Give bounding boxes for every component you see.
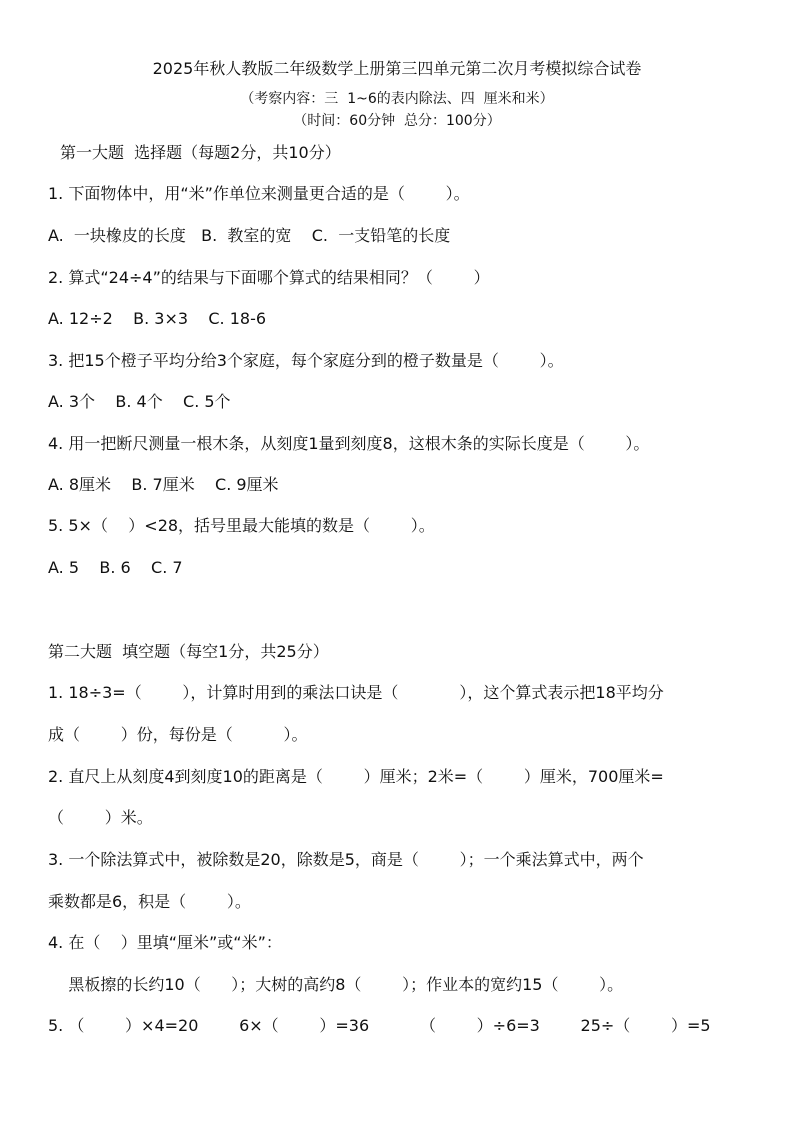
question-stem: 1. 下面物体中，用“米”作单位来测量更合适的是（ ）。 [48, 184, 470, 203]
fill-line: 乘数都是6，积是（ ）。 [48, 892, 251, 911]
section2-heading: 第二大题 填空题（每空1分，共25分） [48, 642, 329, 661]
question-options: A. 一块橡皮的长度 B. 教室的宽 C. 一支铅笔的长度 [48, 226, 451, 245]
fill-line: 1. 18÷3=（ ），计算时用到的乘法口诀是（ ），这个算式表示把18平均分 [48, 683, 664, 702]
exam-time-score: （时间：60分钟 总分：100分） [293, 113, 501, 129]
question-stem: 3. 把15个橙子平均分给3个家庭，每个家庭分到的橙子数量是（ ）。 [48, 351, 564, 370]
exam-scope: （考察内容：三 1~6的表内除法、四 厘米和米） [240, 91, 554, 107]
fill-line: 4. 在（ ）里填“厘米”或“米”： [48, 933, 282, 952]
fill-line: 成（ ）份，每份是（ ）。 [48, 725, 308, 744]
fill-line: 2. 直尺上从刻度4到刻度10的距离是（ ）厘米；2米=（ ）厘米，700厘米= [48, 767, 664, 786]
question-options: A. 8厘米 B. 7厘米 C. 9厘米 [48, 475, 279, 494]
question-options: A. 3个 B. 4个 C. 5个 [48, 392, 231, 411]
question-stem: 2. 算式“24÷4”的结果与下面哪个算式的结果相同？（ ） [48, 268, 490, 287]
question-stem: 5. 5×（ ）<28，括号里最大能填的数是（ ）。 [48, 516, 435, 535]
question-options: A. 12÷2 B. 3×3 C. 18-6 [48, 309, 267, 328]
fill-line: 3. 一个除法算式中，被除数是20，除数是5，商是（ ）；一个乘法算式中，两个 [48, 850, 644, 869]
fill-line: 5. （ ）×4=20 6×（ ）=36 （ ）÷6=3 25÷（ ）=5 [48, 1016, 711, 1035]
fill-line: 黑板擦的长约10（ ）；大树的高约8（ ）；作业本的宽约15（ ）。 [48, 975, 624, 994]
exam-title: 2025年秋人教版二年级数学上册第三四单元第二次月考模拟综合试卷 [152, 59, 642, 78]
question-options: A. 5 B. 6 C. 7 [48, 558, 183, 577]
fill-line: （ ）米。 [48, 808, 153, 827]
question-stem: 4. 用一把断尺测量一根木条，从刻度1量到刻度8，这根木条的实际长度是（ ）。 [48, 434, 650, 453]
section1-heading: 第一大题 选择题（每题2分，共10分） [60, 143, 341, 162]
